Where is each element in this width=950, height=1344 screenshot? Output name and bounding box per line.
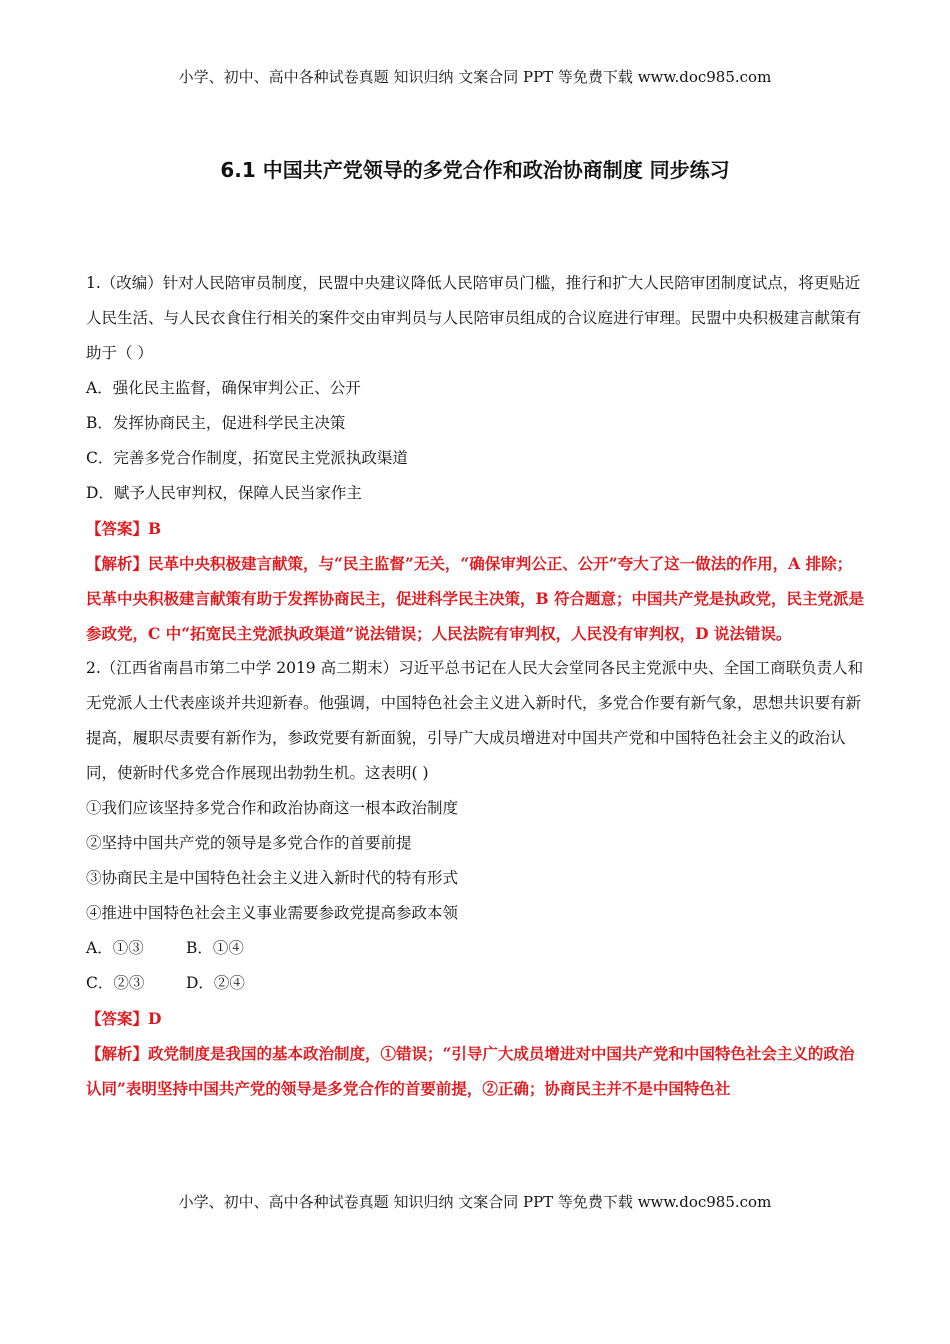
question-2-options-row-1 [86, 931, 866, 966]
question-2-item-3: ③协商民主是中国特色社会主义进入新时代的特有形式 [86, 869, 459, 887]
page-header: 小学、初中、高中各种试卷真题 知识归纳 文案合同 PPT 等免费下载 www.doc985.com [178, 68, 772, 86]
question-1-option-a: A．强化民主监督，确保审判公正、公开 [86, 379, 361, 397]
question-2-option-d: D．②④ [186, 974, 245, 992]
question-1-stem: 1.（改编）针对人民陪审员制度，民盟中央建议降低人民陪审员门槛，推行和扩大人民陪审团制度试点，将更贴近人民生活、与人民衣食住行相关的案件交由审判员与人民陪审员组成的合议庭进行审理。民盟中央积极建言献策有助于（ ） [86, 274, 862, 362]
question-2-answer: 【答案】D [86, 1009, 162, 1028]
question-2-item-4: ④推进中国特色社会主义事业需要参政党提高参政本领 [86, 904, 459, 922]
document-body [86, 266, 866, 1106]
question-2-stem: 2.（江西省南昌市第二中学 2019 高二期末）习近平总书记在人民大会堂同各民主党派中央、全国工商联负责人和无党派人士代表座谈并共迎新春。他强调，中国特色社会主义进入新时代，多党合作要有新气象，思想共识要有新提高，履职尽责要有新作为，参政党要有新面貌，引导广大成员增进对中国共产党和中国特色社会主义的政治认同，使新时代多党合作展现出勃勃生机。这表明( ) [86, 659, 864, 782]
page-footer: 小学、初中、高中各种试卷真题 知识归纳 文案合同 PPT 等免费下载 www.doc985.com [178, 1193, 772, 1211]
question-2-option-c: C．②③ [86, 974, 145, 992]
page-title: 6.1 中国共产党领导的多党合作和政治协商制度 同步练习 [220, 158, 730, 182]
question-1-option-b: B．发挥协商民主，促进科学民主决策 [86, 414, 346, 432]
question-2-analysis: 【解析】政党制度是我国的基本政治制度，①错误；“引导广大成员增进对中国共产党和中国特色社会主义的政治认同”表明坚持中国共产党的领导是多党合作的首要前提，②正确；协商民主并不是中国特色社 [86, 1044, 855, 1098]
question-2-item-1: ①我们应该坚持多党合作和政治协商这一根本政治制度 [86, 799, 459, 817]
question-2-item-2: ②坚持中国共产党的领导是多党合作的首要前提 [86, 834, 412, 852]
question-1-option-d: D．赋予人民审判权，保障人民当家作主 [86, 484, 362, 502]
question-2-option-b: B．①④ [186, 939, 244, 957]
question-2-option-a: A．①③ [86, 939, 144, 957]
question-1-analysis: 【解析】民革中央积极建言献策，与“民主监督”无关，“确保审判公正、公开”夸大了这一做法的作用，A 排除；民革中央积极建言献策有助于发挥协商民主，促进科学民主决策，B 符合题意；中国共产党是执政党，民主党派是参政党，C 中“拓宽民主党派执政渠道”说法错误；人民法院有审判权，人民没有审判权，D 说法错误。 [86, 554, 865, 643]
question-1-answer: 【答案】B [86, 519, 162, 538]
question-2-options-row-2 [86, 966, 866, 1001]
question-1-option-c: C．完善多党合作制度，拓宽民主党派执政渠道 [86, 449, 408, 467]
